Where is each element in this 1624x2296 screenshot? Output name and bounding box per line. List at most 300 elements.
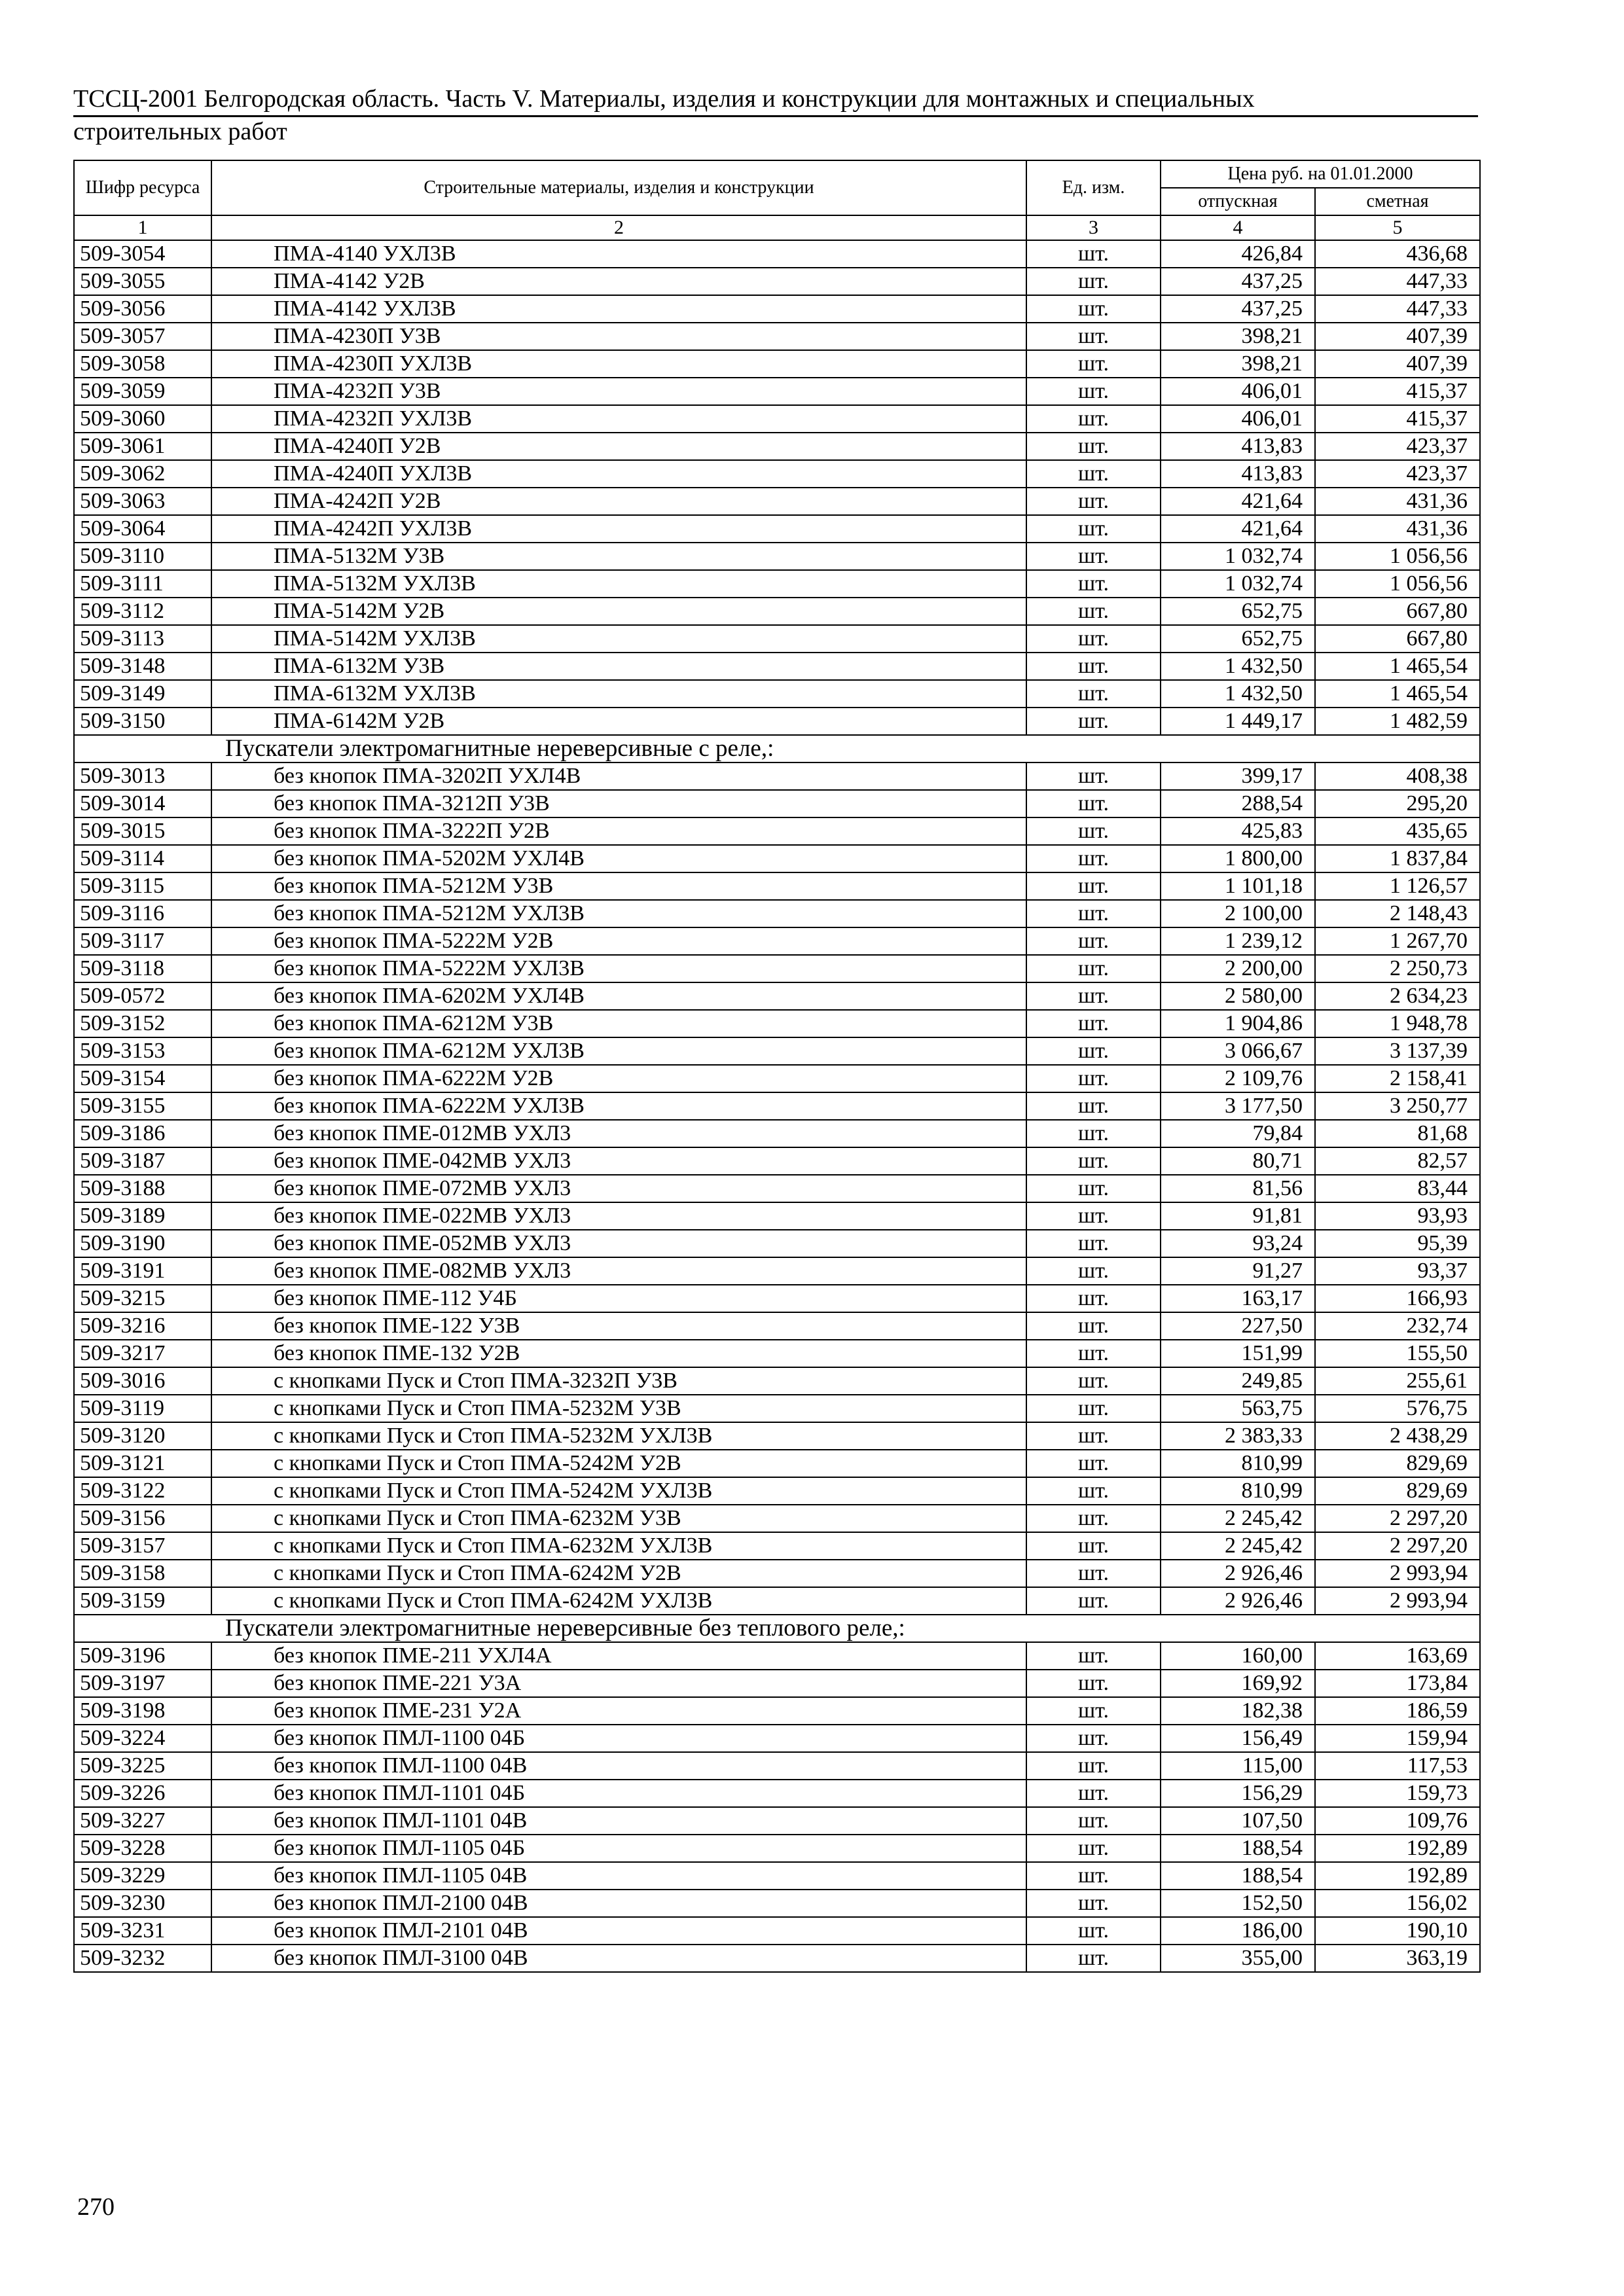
table-row — [74, 1505, 1480, 1532]
estimate-price: 159,94 — [1315, 1725, 1480, 1752]
material-name: без кнопок ПМЛ-1101 04В — [211, 1807, 1026, 1835]
release-price: 2 580,00 — [1161, 982, 1315, 1010]
release-price: 406,01 — [1161, 378, 1315, 405]
material-name: без кнопок ПМЕ-012МВ УХЛ3 — [211, 1120, 1026, 1147]
resource-code: 509-3157 — [74, 1532, 211, 1560]
release-price: 91,81 — [1161, 1202, 1315, 1230]
material-name: ПМА-4142 УХЛ3В — [211, 295, 1026, 323]
table-row — [74, 1752, 1480, 1780]
release-price: 421,64 — [1161, 515, 1315, 543]
release-price: 652,75 — [1161, 625, 1315, 653]
resource-code: 509-3059 — [74, 378, 211, 405]
unit-of-measure: шт. — [1026, 1697, 1161, 1725]
resource-code: 509-3227 — [74, 1807, 211, 1835]
unit-of-measure: шт. — [1026, 1257, 1161, 1285]
unit-of-measure: шт. — [1026, 1752, 1161, 1780]
resource-code: 509-3062 — [74, 460, 211, 488]
resource-code: 509-3061 — [74, 433, 211, 460]
table-row — [74, 240, 1480, 268]
resource-code: 509-3115 — [74, 872, 211, 900]
unit-of-measure: шт. — [1026, 598, 1161, 625]
estimate-price: 431,36 — [1315, 488, 1480, 515]
unit-of-measure: шт. — [1026, 1147, 1161, 1175]
estimate-price: 109,76 — [1315, 1807, 1480, 1835]
estimate-price: 156,02 — [1315, 1890, 1480, 1917]
unit-of-measure: шт. — [1026, 1587, 1161, 1615]
material-name: с кнопками Пуск и Стоп ПМА-5242М УХЛ3В — [211, 1477, 1026, 1505]
unit-of-measure: шт. — [1026, 1477, 1161, 1505]
estimate-price: 1 126,57 — [1315, 872, 1480, 900]
material-name: без кнопок ПМА-6222М УХЛ3В — [211, 1092, 1026, 1120]
resource-code: 509-3056 — [74, 295, 211, 323]
table-row — [74, 1285, 1480, 1312]
material-name: с кнопками Пуск и Стоп ПМА-6232М У3В — [211, 1505, 1026, 1532]
estimate-price: 1 482,59 — [1315, 708, 1480, 735]
material-name: без кнопок ПМЕ-211 УХЛ4А — [211, 1642, 1026, 1670]
resource-code: 509-3230 — [74, 1890, 211, 1917]
estimate-price: 415,37 — [1315, 405, 1480, 433]
estimate-price: 82,57 — [1315, 1147, 1480, 1175]
resource-code: 509-3153 — [74, 1037, 211, 1065]
table-row — [74, 817, 1480, 845]
unit-of-measure: шт. — [1026, 515, 1161, 543]
material-name: с кнопками Пуск и Стоп ПМА-5232М У3В — [211, 1395, 1026, 1422]
material-name: без кнопок ПМЛ-1105 04Б — [211, 1835, 1026, 1862]
material-name: без кнопок ПМА-3202П УХЛ4В — [211, 762, 1026, 790]
release-price: 81,56 — [1161, 1175, 1315, 1202]
section-heading-row — [74, 735, 1480, 762]
estimate-price: 447,33 — [1315, 268, 1480, 295]
material-name: ПМА-5132М УХЛ3В — [211, 570, 1026, 598]
release-price: 186,00 — [1161, 1917, 1315, 1945]
material-name: без кнопок ПМЕ-231 У2А — [211, 1697, 1026, 1725]
material-name: без кнопок ПМЕ-072МВ УХЛ3 — [211, 1175, 1026, 1202]
release-price: 249,85 — [1161, 1367, 1315, 1395]
table-body — [74, 240, 1480, 1972]
unit-of-measure: шт. — [1026, 708, 1161, 735]
table-row — [74, 1862, 1480, 1890]
release-price: 1 904,86 — [1161, 1010, 1315, 1037]
release-price: 1 800,00 — [1161, 845, 1315, 872]
table-row — [74, 653, 1480, 680]
material-name: ПМА-5142М УХЛ3В — [211, 625, 1026, 653]
table-row — [74, 680, 1480, 708]
table-row — [74, 433, 1480, 460]
estimate-price: 95,39 — [1315, 1230, 1480, 1257]
unit-of-measure: шт. — [1026, 433, 1161, 460]
resource-code: 509-3055 — [74, 268, 211, 295]
estimate-price: 2 297,20 — [1315, 1505, 1480, 1532]
unit-of-measure: шт. — [1026, 1807, 1161, 1835]
release-price: 156,29 — [1161, 1780, 1315, 1807]
unit-of-measure: шт. — [1026, 927, 1161, 955]
estimate-price: 186,59 — [1315, 1697, 1480, 1725]
unit-of-measure: шт. — [1026, 1285, 1161, 1312]
release-price: 413,83 — [1161, 433, 1315, 460]
table-row — [74, 1945, 1480, 1972]
column-number: 1 — [74, 215, 211, 240]
resource-code: 509-3196 — [74, 1642, 211, 1670]
table-row — [74, 845, 1480, 872]
resource-code: 509-3063 — [74, 488, 211, 515]
estimate-price: 173,84 — [1315, 1670, 1480, 1697]
unit-of-measure: шт. — [1026, 653, 1161, 680]
material-name: без кнопок ПМА-6222М У2В — [211, 1065, 1026, 1092]
unit-of-measure: шт. — [1026, 900, 1161, 927]
estimate-price: 2 250,73 — [1315, 955, 1480, 982]
unit-of-measure: шт. — [1026, 295, 1161, 323]
resource-code: 509-3117 — [74, 927, 211, 955]
material-name: ПМА-4240П УХЛ3В — [211, 460, 1026, 488]
estimate-price: 1 465,54 — [1315, 653, 1480, 680]
resource-code: 509-3159 — [74, 1587, 211, 1615]
resource-code: 509-3057 — [74, 323, 211, 350]
unit-of-measure: шт. — [1026, 1917, 1161, 1945]
material-name: ПМА-4242П УХЛ3В — [211, 515, 1026, 543]
material-name: с кнопками Пуск и Стоп ПМА-6242М УХЛ3В — [211, 1587, 1026, 1615]
release-price: 93,24 — [1161, 1230, 1315, 1257]
material-name: ПМА-4232П У3В — [211, 378, 1026, 405]
unit-of-measure: шт. — [1026, 762, 1161, 790]
release-price: 163,17 — [1161, 1285, 1315, 1312]
material-name: ПМА-5142М У2В — [211, 598, 1026, 625]
column-numbers-row — [74, 215, 1480, 240]
resource-code: 509-3156 — [74, 1505, 211, 1532]
table-row — [74, 1725, 1480, 1752]
estimate-price: 83,44 — [1315, 1175, 1480, 1202]
table-row — [74, 1175, 1480, 1202]
resource-code: 509-3118 — [74, 955, 211, 982]
resource-code: 509-3148 — [74, 653, 211, 680]
estimate-price: 192,89 — [1315, 1862, 1480, 1890]
resource-code: 509-3060 — [74, 405, 211, 433]
resource-code: 509-3110 — [74, 543, 211, 570]
unit-of-measure: шт. — [1026, 1010, 1161, 1037]
unit-of-measure: шт. — [1026, 1037, 1161, 1065]
resource-code: 509-3149 — [74, 680, 211, 708]
release-price: 398,21 — [1161, 323, 1315, 350]
table-row — [74, 1312, 1480, 1340]
unit-of-measure: шт. — [1026, 982, 1161, 1010]
material-name: ПМА-4232П УХЛ3В — [211, 405, 1026, 433]
estimate-price: 423,37 — [1315, 460, 1480, 488]
table-row — [74, 295, 1480, 323]
table-row — [74, 323, 1480, 350]
material-name: без кнопок ПМА-3212П У3В — [211, 790, 1026, 817]
table-row — [74, 927, 1480, 955]
release-price: 563,75 — [1161, 1395, 1315, 1422]
resource-code: 509-3111 — [74, 570, 211, 598]
estimate-price: 576,75 — [1315, 1395, 1480, 1422]
table-row — [74, 790, 1480, 817]
resource-code: 509-3190 — [74, 1230, 211, 1257]
release-price: 115,00 — [1161, 1752, 1315, 1780]
resource-code: 509-3189 — [74, 1202, 211, 1230]
estimate-price: 423,37 — [1315, 433, 1480, 460]
resource-code: 509-3232 — [74, 1945, 211, 1972]
material-name: без кнопок ПМЛ-1100 04Б — [211, 1725, 1026, 1752]
release-price: 2 109,76 — [1161, 1065, 1315, 1092]
estimate-price: 2 158,41 — [1315, 1065, 1480, 1092]
estimate-price: 667,80 — [1315, 625, 1480, 653]
header-name: Строительные материалы, изделия и конструкции — [211, 160, 1026, 215]
resource-code: 509-3112 — [74, 598, 211, 625]
material-name: без кнопок ПМА-5222М У2В — [211, 927, 1026, 955]
resource-code: 509-3054 — [74, 240, 211, 268]
unit-of-measure: шт. — [1026, 872, 1161, 900]
material-name: без кнопок ПМЛ-3100 04В — [211, 1945, 1026, 1972]
estimate-price: 1 056,56 — [1315, 543, 1480, 570]
estimate-price: 1 465,54 — [1315, 680, 1480, 708]
unit-of-measure: шт. — [1026, 1532, 1161, 1560]
material-name: без кнопок ПМЕ-221 У3А — [211, 1670, 1026, 1697]
resource-code: 509-3120 — [74, 1422, 211, 1450]
material-name: ПМА-4140 УХЛ3В — [211, 240, 1026, 268]
table-row — [74, 1532, 1480, 1560]
estimate-price: 192,89 — [1315, 1835, 1480, 1862]
estimate-price: 3 137,39 — [1315, 1037, 1480, 1065]
table-row — [74, 1120, 1480, 1147]
unit-of-measure: шт. — [1026, 1175, 1161, 1202]
table-row — [74, 1202, 1480, 1230]
price-table — [73, 160, 1481, 1973]
document-title: ТССЦ-2001 Белгородская область. Часть V. Материалы, изделия и конструкции для монтажных и специальных — [73, 85, 1255, 113]
release-price: 169,92 — [1161, 1670, 1315, 1697]
release-price: 421,64 — [1161, 488, 1315, 515]
table-row — [74, 543, 1480, 570]
unit-of-measure: шт. — [1026, 1780, 1161, 1807]
estimate-price: 407,39 — [1315, 323, 1480, 350]
resource-code: 509-3225 — [74, 1752, 211, 1780]
unit-of-measure: шт. — [1026, 1092, 1161, 1120]
release-price: 1 432,50 — [1161, 653, 1315, 680]
document-title-continuation: строительных работ — [73, 118, 287, 145]
resource-code: 509-3231 — [74, 1917, 211, 1945]
material-name: ПМА-4242П У2В — [211, 488, 1026, 515]
material-name: без кнопок ПМА-5212М УХЛ3В — [211, 900, 1026, 927]
material-name: ПМА-4230П УХЛ3В — [211, 350, 1026, 378]
page-header — [73, 84, 1478, 146]
unit-of-measure: шт. — [1026, 1642, 1161, 1670]
table-row — [74, 1010, 1480, 1037]
release-price: 426,84 — [1161, 240, 1315, 268]
resource-code: 509-3197 — [74, 1670, 211, 1697]
table-row — [74, 515, 1480, 543]
release-price: 1 101,18 — [1161, 872, 1315, 900]
table-row — [74, 488, 1480, 515]
header-price: Цена руб. на 01.01.2000 — [1161, 160, 1480, 188]
unit-of-measure: шт. — [1026, 1395, 1161, 1422]
release-price: 2 383,33 — [1161, 1422, 1315, 1450]
material-name: ПМА-6132М УХЛ3В — [211, 680, 1026, 708]
resource-code: 509-3228 — [74, 1835, 211, 1862]
release-price: 79,84 — [1161, 1120, 1315, 1147]
table-row — [74, 1890, 1480, 1917]
material-name: без кнопок ПМЕ-022МВ УХЛ3 — [211, 1202, 1026, 1230]
release-price: 3 066,67 — [1161, 1037, 1315, 1065]
table-row — [74, 762, 1480, 790]
table-row — [74, 1257, 1480, 1285]
release-price: 160,00 — [1161, 1642, 1315, 1670]
table-row — [74, 1587, 1480, 1615]
material-name: без кнопок ПМЛ-1105 04В — [211, 1862, 1026, 1890]
unit-of-measure: шт. — [1026, 1340, 1161, 1367]
table-row — [74, 460, 1480, 488]
release-price: 288,54 — [1161, 790, 1315, 817]
material-name: ПМА-6132М У3В — [211, 653, 1026, 680]
unit-of-measure: шт. — [1026, 1065, 1161, 1092]
release-price: 406,01 — [1161, 405, 1315, 433]
resource-code: 509-3155 — [74, 1092, 211, 1120]
estimate-price: 1 948,78 — [1315, 1010, 1480, 1037]
estimate-price: 1 837,84 — [1315, 845, 1480, 872]
table-row — [74, 570, 1480, 598]
resource-code: 509-3198 — [74, 1697, 211, 1725]
estimate-price: 117,53 — [1315, 1752, 1480, 1780]
table-row — [74, 598, 1480, 625]
material-name: без кнопок ПМА-6212М УХЛ3В — [211, 1037, 1026, 1065]
table-row — [74, 1642, 1480, 1670]
material-name: без кнопок ПМЕ-052МВ УХЛ3 — [211, 1230, 1026, 1257]
unit-of-measure: шт. — [1026, 625, 1161, 653]
column-number: 4 — [1161, 215, 1315, 240]
estimate-price: 407,39 — [1315, 350, 1480, 378]
unit-of-measure: шт. — [1026, 460, 1161, 488]
unit-of-measure: шт. — [1026, 1945, 1161, 1972]
estimate-price: 166,93 — [1315, 1285, 1480, 1312]
unit-of-measure: шт. — [1026, 405, 1161, 433]
estimate-price: 93,37 — [1315, 1257, 1480, 1285]
table-row — [74, 1422, 1480, 1450]
material-name: без кнопок ПМА-5212М У3В — [211, 872, 1026, 900]
unit-of-measure: шт. — [1026, 845, 1161, 872]
section-heading-row — [74, 1615, 1480, 1642]
table-row — [74, 1395, 1480, 1422]
column-number: 2 — [211, 215, 1026, 240]
resource-code: 509-3150 — [74, 708, 211, 735]
resource-code: 509-3215 — [74, 1285, 211, 1312]
estimate-price: 415,37 — [1315, 378, 1480, 405]
release-price: 182,38 — [1161, 1697, 1315, 1725]
unit-of-measure: шт. — [1026, 268, 1161, 295]
release-price: 3 177,50 — [1161, 1092, 1315, 1120]
unit-of-measure: шт. — [1026, 240, 1161, 268]
estimate-price: 93,93 — [1315, 1202, 1480, 1230]
unit-of-measure: шт. — [1026, 1890, 1161, 1917]
table-row — [74, 982, 1480, 1010]
unit-of-measure: шт. — [1026, 350, 1161, 378]
table-row — [74, 1917, 1480, 1945]
table-row — [74, 1807, 1480, 1835]
resource-code: 509-3119 — [74, 1395, 211, 1422]
table-row — [74, 1560, 1480, 1587]
material-name: ПМА-4240П У2В — [211, 433, 1026, 460]
table-row — [74, 708, 1480, 735]
estimate-price: 81,68 — [1315, 1120, 1480, 1147]
table-row — [74, 1037, 1480, 1065]
material-name: без кнопок ПМЛ-1100 04В — [211, 1752, 1026, 1780]
unit-of-measure: шт. — [1026, 570, 1161, 598]
release-price: 2 200,00 — [1161, 955, 1315, 982]
release-price: 399,17 — [1161, 762, 1315, 790]
table-row — [74, 1367, 1480, 1395]
release-price: 80,71 — [1161, 1147, 1315, 1175]
release-price: 2 245,42 — [1161, 1532, 1315, 1560]
estimate-price: 829,69 — [1315, 1477, 1480, 1505]
unit-of-measure: шт. — [1026, 1505, 1161, 1532]
header-release-price: отпускная — [1161, 188, 1315, 215]
material-name: без кнопок ПМЕ-082МВ УХЛ3 — [211, 1257, 1026, 1285]
release-price: 188,54 — [1161, 1862, 1315, 1890]
estimate-price: 2 297,20 — [1315, 1532, 1480, 1560]
unit-of-measure: шт. — [1026, 1367, 1161, 1395]
estimate-price: 232,74 — [1315, 1312, 1480, 1340]
table-row — [74, 955, 1480, 982]
material-name: без кнопок ПМА-5202М УХЛ4В — [211, 845, 1026, 872]
material-name: без кнопок ПМЕ-132 У2В — [211, 1340, 1026, 1367]
material-name: с кнопками Пуск и Стоп ПМА-5232М УХЛ3В — [211, 1422, 1026, 1450]
unit-of-measure: шт. — [1026, 323, 1161, 350]
resource-code: 509-3113 — [74, 625, 211, 653]
resource-code: 509-3188 — [74, 1175, 211, 1202]
unit-of-measure: шт. — [1026, 1120, 1161, 1147]
resource-code: 509-3152 — [74, 1010, 211, 1037]
resource-code: 509-3016 — [74, 1367, 211, 1395]
material-name: ПМА-5132М У3В — [211, 543, 1026, 570]
release-price: 151,99 — [1161, 1340, 1315, 1367]
release-price: 437,25 — [1161, 268, 1315, 295]
release-price: 156,49 — [1161, 1725, 1315, 1752]
unit-of-measure: шт. — [1026, 1450, 1161, 1477]
resource-code: 509-3064 — [74, 515, 211, 543]
material-name: без кнопок ПМА-6202М УХЛ4В — [211, 982, 1026, 1010]
release-price: 152,50 — [1161, 1890, 1315, 1917]
material-name: с кнопками Пуск и Стоп ПМА-3232П У3В — [211, 1367, 1026, 1395]
table-row — [74, 872, 1480, 900]
estimate-price: 2 634,23 — [1315, 982, 1480, 1010]
unit-of-measure: шт. — [1026, 817, 1161, 845]
material-name: ПМА-6142М У2В — [211, 708, 1026, 735]
estimate-price: 431,36 — [1315, 515, 1480, 543]
material-name: ПМА-4142 У2В — [211, 268, 1026, 295]
material-name: без кнопок ПМЕ-112 У4Б — [211, 1285, 1026, 1312]
section-heading: Пускатели электромагнитные нереверсивные с реле,: — [74, 735, 1480, 762]
estimate-price: 155,50 — [1315, 1340, 1480, 1367]
table-row — [74, 1670, 1480, 1697]
material-name: с кнопками Пуск и Стоп ПМА-6232М УХЛ3В — [211, 1532, 1026, 1560]
table-row — [74, 1450, 1480, 1477]
resource-code: 509-3217 — [74, 1340, 211, 1367]
unit-of-measure: шт. — [1026, 488, 1161, 515]
resource-code: 509-3013 — [74, 762, 211, 790]
release-price: 810,99 — [1161, 1450, 1315, 1477]
resource-code: 509-3224 — [74, 1725, 211, 1752]
release-price: 2 100,00 — [1161, 900, 1315, 927]
release-price: 227,50 — [1161, 1312, 1315, 1340]
material-name: без кнопок ПМА-6212М У3В — [211, 1010, 1026, 1037]
material-name: без кнопок ПМЕ-042МВ УХЛ3 — [211, 1147, 1026, 1175]
estimate-price: 435,65 — [1315, 817, 1480, 845]
release-price: 810,99 — [1161, 1477, 1315, 1505]
resource-code: 509-3121 — [74, 1450, 211, 1477]
table-row — [74, 350, 1480, 378]
header-estimate-price: сметная — [1315, 188, 1480, 215]
material-name: без кнопок ПМЛ-1101 04Б — [211, 1780, 1026, 1807]
estimate-price: 363,19 — [1315, 1945, 1480, 1972]
release-price: 413,83 — [1161, 460, 1315, 488]
release-price: 1 432,50 — [1161, 680, 1315, 708]
material-name: без кнопок ПМЛ-2101 04В — [211, 1917, 1026, 1945]
